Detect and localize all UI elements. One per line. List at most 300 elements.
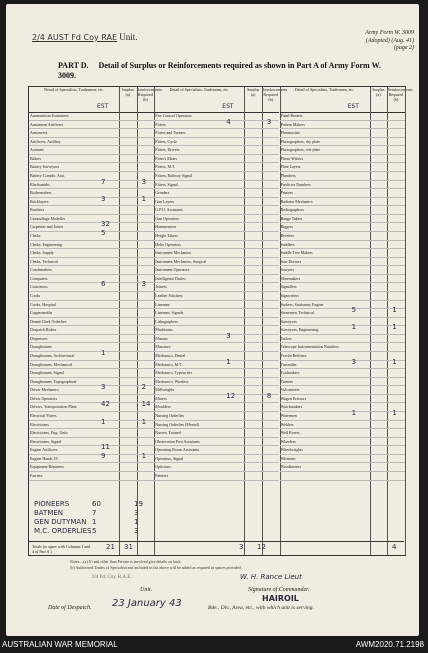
table-row — [29, 352, 154, 361]
extra-label: BATMEN — [34, 509, 64, 517]
table-row — [29, 155, 154, 164]
table-row — [280, 369, 405, 378]
established-value: 5 — [101, 228, 106, 237]
est-mark: EST — [97, 103, 109, 110]
table-row — [154, 318, 279, 327]
row-label: Fitters — [155, 121, 166, 127]
table-row — [280, 352, 405, 361]
established-value: 1 — [101, 348, 106, 357]
table-row — [29, 335, 154, 344]
table-row — [29, 455, 154, 464]
table-row — [280, 112, 405, 121]
table-row — [29, 318, 154, 327]
table-row — [280, 241, 405, 250]
established-value: 7 — [101, 177, 106, 186]
row-label: Clerks, Technical — [30, 258, 58, 264]
table-row — [280, 283, 405, 292]
row-label: Mechanics, Typewriter — [155, 370, 193, 376]
table-row — [29, 241, 154, 250]
row-label: Turners — [280, 378, 293, 384]
row-label: Surveyors, Engineering — [280, 327, 319, 333]
table-row — [154, 455, 279, 464]
totals-row — [28, 541, 404, 555]
row-label: Fitters, Signal — [155, 181, 178, 187]
row-label: Draughtsmen, Mechanical — [30, 361, 73, 367]
table-row — [154, 241, 279, 250]
row-label: Well Borers — [280, 430, 300, 436]
table-row — [280, 146, 405, 155]
row-label: Bakers — [30, 155, 42, 161]
established-value: 4 — [226, 117, 231, 126]
table-row — [280, 189, 405, 198]
table-row — [154, 421, 279, 430]
established-value: 6 — [101, 280, 106, 289]
totals-label: Totals (to agree with Columns 1 and 4 of Part A.) — [32, 544, 91, 554]
table-row — [154, 369, 279, 378]
table-row — [154, 112, 279, 121]
established-value: 42 — [101, 400, 110, 409]
notes: Notes—(a) If rank other than Private is involved give details on back. (b) Authorised Trades of Specialists not included in list above will be added as required in spaces provided. — [70, 559, 242, 570]
table-row — [280, 446, 405, 455]
form-title — [58, 61, 398, 81]
row-label: Tinsmiths — [280, 361, 297, 367]
date-label: Date of Despatch. — [48, 605, 92, 611]
row-label: Nursing Orderlies (Mental) — [155, 421, 200, 427]
reinforcement-value: 3 — [141, 177, 147, 186]
table-row — [154, 181, 279, 190]
table-row — [154, 386, 279, 395]
row-label: Electrical Fitters — [30, 412, 57, 418]
unit-value: 2/4 AUST Fd Coy RAE — [32, 33, 117, 42]
table-row — [29, 301, 154, 310]
unit-field — [32, 32, 138, 42]
table-row — [280, 163, 405, 172]
table-row — [154, 198, 279, 207]
table-row — [29, 181, 154, 190]
table-row — [29, 223, 154, 232]
row-label: Carpenter and Joiner — [30, 224, 64, 230]
row-label: Welders — [280, 421, 294, 427]
table-row — [154, 223, 279, 232]
row-label: Miners — [155, 395, 167, 401]
specialists-table — [28, 86, 413, 556]
header-surplus: Surplus (a) — [119, 87, 137, 113]
row-label: Boilermakers — [30, 190, 52, 196]
established-value: 1 — [351, 323, 357, 332]
table-row — [280, 429, 405, 438]
table-row — [154, 292, 279, 301]
established-value: 1 — [101, 417, 106, 426]
extra-reinf: 3 — [134, 509, 139, 517]
reinforcement-value: 3 — [141, 280, 147, 289]
row-label: Photographers, wet plate — [280, 147, 321, 153]
row-label: Mechanics, Dental — [155, 352, 186, 358]
row-label: Wheelwrights — [280, 447, 304, 453]
table-row — [154, 352, 279, 361]
table-row — [280, 318, 405, 327]
table-row — [154, 215, 279, 224]
unit-bottom-label: Unit. — [140, 587, 153, 593]
table-row — [29, 258, 154, 267]
table-row — [154, 412, 279, 421]
table-row — [280, 455, 405, 464]
reinforcement-value: 1 — [392, 357, 397, 366]
row-label: Machinists — [155, 327, 173, 333]
row-label: Stokers, Stationary Engine — [280, 301, 324, 307]
row-label: Pattern Makers — [280, 121, 305, 127]
table-row — [280, 343, 405, 352]
table-row — [154, 138, 279, 147]
row-label: Cooks — [30, 292, 41, 298]
row-label: Dispensers — [30, 335, 48, 341]
table-row — [154, 206, 279, 215]
row-label: Fitters, Drivers — [155, 147, 180, 153]
row-label: Engine Artificers — [30, 447, 58, 453]
row-label: Instrument Mechanics — [155, 250, 191, 256]
table-row — [154, 189, 279, 198]
table-row — [154, 395, 279, 404]
table-row — [280, 155, 405, 164]
established-value: 5 — [351, 306, 357, 315]
row-label: G.P.O. Assistants — [155, 207, 183, 213]
table-row — [280, 129, 405, 138]
date-value: 23 January 43 — [112, 598, 182, 609]
row-label: Printers — [280, 190, 294, 196]
unit-stamp: 2/4 Fd. Coy. R.A.E. — [92, 575, 132, 580]
row-label: Electricians, Eng. Units — [30, 430, 68, 436]
row-label: Electricians — [30, 421, 49, 427]
row-label: Fire Control Operators — [155, 113, 192, 118]
table-row — [154, 155, 279, 164]
extra-est: 5 — [92, 527, 97, 535]
row-label: Equipment Repairers — [30, 464, 64, 470]
table-row — [154, 266, 279, 275]
total-c1-reinf: 31 — [124, 543, 133, 551]
table-row — [154, 146, 279, 155]
table-row — [29, 189, 154, 198]
row-label: Nurses, Trained — [155, 430, 181, 436]
table-row — [154, 472, 279, 481]
table-row — [280, 138, 405, 147]
table-row — [29, 403, 154, 412]
table-row — [29, 412, 154, 421]
table-row — [29, 429, 154, 438]
row-label: Linemen, Signals — [155, 310, 184, 316]
header-reinf: Reinforcements Required (b) — [262, 87, 280, 113]
reinforcement-value: 1 — [392, 323, 397, 332]
table-row — [280, 223, 405, 232]
table-row — [154, 343, 279, 352]
table-row — [29, 266, 154, 275]
row-label: Observation Post Assistants — [155, 438, 200, 444]
row-label: Axemen — [30, 147, 44, 153]
table-row — [29, 129, 154, 138]
reinforcement-value: 8 — [266, 391, 272, 400]
row-label: Dental Clerk Orderlies — [30, 318, 67, 324]
row-label: Gun Operators — [155, 215, 179, 221]
table-row — [29, 309, 154, 318]
table-row — [29, 386, 154, 395]
total-c1-surplus: 21 — [106, 543, 115, 551]
row-label: Draughtsmen — [30, 344, 52, 350]
row-label: Draughtsmen, Topographical — [30, 378, 77, 384]
row-label: Hammermen — [155, 224, 177, 230]
table-row — [29, 275, 154, 284]
est-mark: EST — [222, 103, 234, 110]
hq-label: Bde., Div., Area, etc., with which unit is serving. — [208, 605, 314, 611]
archive-id: AWM2020.71.2198 — [355, 640, 424, 649]
row-label: Plate Layers — [280, 164, 301, 170]
table-row — [154, 172, 279, 181]
established-value: 3 — [351, 357, 357, 366]
row-label: Textile Refitters — [280, 352, 307, 358]
table-row — [29, 369, 154, 378]
row-label: Pharmacists — [280, 130, 300, 136]
table-row — [280, 395, 405, 404]
table-row — [280, 361, 405, 370]
table-row — [154, 361, 279, 370]
total-c2-surplus: 3 — [239, 543, 244, 551]
row-label: Draughtsmen, Signal — [30, 370, 64, 376]
established-value: 32 — [101, 220, 110, 229]
signature-label: Signature of Commander. — [248, 587, 310, 593]
table-row — [154, 403, 279, 412]
row-label: Photo-Writers — [280, 155, 304, 161]
extra-label: GEN DUTYMAN — [34, 518, 87, 526]
row-label: Blacksmiths — [30, 181, 50, 187]
table-row — [29, 421, 154, 430]
table-row — [154, 258, 279, 267]
row-label: Sawyers — [280, 267, 295, 273]
table-row — [280, 275, 405, 284]
row-label: Operating Room Assistants — [155, 447, 200, 453]
row-label: Electricians, Signal — [30, 438, 62, 444]
row-label: Driver Operators — [30, 395, 58, 401]
table-row — [280, 438, 405, 447]
extra-reinf: 1 — [134, 518, 139, 526]
row-label: Grinders — [155, 190, 170, 196]
row-label: Toolmakers — [280, 370, 300, 376]
table-row — [29, 215, 154, 224]
reinforcement-value: 1 — [141, 451, 147, 460]
reinforcement-value: 1 — [392, 408, 397, 417]
table-row — [280, 403, 405, 412]
table-row — [154, 438, 279, 447]
row-label: Fitters and Turners — [155, 130, 186, 136]
row-label: Fitters, Cycle — [155, 138, 177, 144]
row-label: Instrument Mechanics, Surgical — [155, 258, 207, 264]
row-label: Masseurs — [155, 344, 171, 350]
row-label: Engine Hands I/C — [30, 455, 59, 461]
row-label: Operators, Signal — [155, 455, 184, 461]
row-label: Plumbers — [280, 172, 296, 178]
table-row — [280, 421, 405, 430]
extra-est: 1 — [92, 518, 97, 526]
table-row — [280, 172, 405, 181]
established-value: 11 — [101, 443, 110, 452]
row-label: Ammunition Examiners — [30, 113, 69, 118]
header-surplus: Surplus (a) — [244, 87, 262, 113]
row-label: Mechanics, Wireless — [155, 378, 189, 384]
row-label: Watermen — [280, 412, 297, 418]
reinforcement-value: 1 — [141, 194, 147, 203]
row-label: Intelligence Duties — [155, 275, 186, 281]
row-label: Battery Comdts. Asst. — [30, 172, 66, 178]
table-row — [154, 249, 279, 258]
row-label: Fitters, M.T. — [155, 164, 176, 170]
table-row — [280, 412, 405, 421]
table-row — [29, 198, 154, 207]
table-row — [280, 292, 405, 301]
established-value: 12 — [226, 391, 236, 400]
row-label: Leather Stitchers — [155, 292, 183, 298]
row-label: Computers — [30, 275, 48, 281]
row-label: Concretors — [30, 284, 48, 290]
reinforcement-value: 2 — [141, 383, 147, 392]
row-label: Radiator Mechanics — [280, 198, 313, 204]
extra-reinf: 3 — [134, 527, 139, 535]
header-detail: Detail of Specialists, Tradesmen, etc. — [154, 87, 244, 113]
row-label: Artificers, Artillery — [30, 138, 61, 144]
row-label: Saw Doctors — [280, 258, 302, 264]
row-label: Shoemakers — [280, 275, 301, 281]
reinforcement-value: 14 — [141, 400, 151, 409]
form-number: Army Form W. 3009 (Adopted) (Aug. 41) (page 2) — [365, 30, 414, 51]
archive-caption: AUSTRALIAN WAR MEMORIAL — [2, 640, 118, 649]
row-label: Camouflage Modeller — [30, 215, 66, 221]
row-label: Signallers — [280, 284, 297, 290]
row-label: Riggers — [280, 224, 294, 230]
table-row — [29, 361, 154, 370]
row-label: Draughtsmen, Architectural — [30, 352, 75, 358]
extra-est: 7 — [92, 509, 97, 517]
row-label: Photographers, dry plate — [280, 138, 320, 144]
hq-value: HAIROIL — [262, 594, 299, 603]
row-label: Stonemen, Technical — [280, 310, 315, 316]
header-surplus: Surplus (a) — [370, 87, 388, 113]
row-label: Clerks, Supply — [30, 250, 54, 256]
row-label: Driver Mechanics — [30, 387, 59, 393]
row-label: Saddlers — [280, 241, 295, 247]
row-label: Gun Layers — [155, 198, 175, 204]
row-label: Signwriters — [280, 292, 300, 298]
extra-reinf: 19 — [134, 500, 143, 508]
row-label: Lithographers — [155, 318, 178, 324]
row-label: Battery Surveyors — [30, 164, 59, 170]
table-row — [154, 121, 279, 130]
table-row — [29, 292, 154, 301]
table-row — [29, 395, 154, 404]
row-label: Fitters, Railway Signal — [155, 172, 193, 178]
table-row — [154, 232, 279, 241]
table-row — [280, 198, 405, 207]
row-label: Wiremen — [280, 455, 296, 461]
row-label: Radiographers — [280, 207, 304, 213]
row-label: Mechanics, M.T. — [155, 361, 183, 367]
total-c3-reinf: 4 — [392, 543, 397, 551]
table-row — [29, 446, 154, 455]
reinforcement-value: 1 — [141, 417, 147, 426]
table-row — [280, 249, 405, 258]
row-label: Surveyors — [280, 318, 297, 324]
header-reinf: Reinforcements Required (b) — [137, 87, 155, 113]
row-label: Helio Operators — [155, 241, 181, 247]
table-row — [280, 181, 405, 190]
table-row — [280, 378, 405, 387]
row-label: Coachmakers — [30, 267, 52, 273]
table-row — [154, 309, 279, 318]
table-row — [154, 378, 279, 387]
header-reinf: Reinforcements Required (b) — [387, 87, 405, 113]
table-row — [29, 112, 154, 121]
established-value: 9 — [101, 451, 106, 460]
row-label: Nursing Orderlies — [155, 412, 185, 418]
table-row — [154, 163, 279, 172]
extra-est: 60 — [92, 500, 101, 508]
established-value: 1 — [226, 357, 231, 366]
row-label: Millwrights — [155, 387, 175, 393]
table-row — [280, 472, 405, 481]
row-label: Bricklayers — [30, 198, 49, 204]
column-divider — [405, 87, 406, 555]
table-row — [154, 463, 279, 472]
header-detail: Detail of Specialists, Tradesmen, etc. — [280, 87, 370, 113]
row-label: Woodturners — [280, 464, 302, 470]
row-label: Cooks, Hospital — [30, 301, 56, 307]
table-row — [29, 283, 154, 292]
table-row — [29, 472, 154, 481]
row-label: Despatch Riders — [30, 327, 57, 333]
est-mark: EST — [347, 103, 359, 110]
row-label: Armament Artificers — [30, 121, 64, 127]
row-label: Fitter's Mates — [155, 155, 178, 161]
table-row — [154, 446, 279, 455]
table-row — [154, 129, 279, 138]
row-label: Opticians — [155, 464, 171, 470]
row-label: Masons — [155, 335, 168, 341]
row-label: Coppersmiths — [30, 310, 53, 316]
row-label: Butchers — [30, 207, 45, 213]
row-label: Joiners — [155, 284, 167, 290]
established-value: 1 — [351, 408, 357, 417]
table-row — [29, 206, 154, 215]
commander-signature: W. H. Rance Lieut — [240, 573, 302, 581]
row-label: Wheelers — [280, 438, 296, 444]
table-row — [154, 301, 279, 310]
row-label: Vulcanizers — [280, 387, 300, 393]
row-label: Drivers, Transportation Plant — [30, 404, 77, 410]
table-row — [154, 326, 279, 335]
row-label: Instrument Operators — [155, 267, 190, 273]
table-row — [29, 163, 154, 172]
table-row — [280, 206, 405, 215]
row-label: Linemen — [155, 301, 170, 307]
header-detail: Detail of Specialists, Tradesmen, etc. — [29, 87, 119, 113]
table-row — [29, 326, 154, 335]
established-value: 3 — [101, 194, 106, 203]
table-row — [280, 232, 405, 241]
table-row — [29, 232, 154, 241]
table-row — [280, 386, 405, 395]
table-row — [29, 463, 154, 472]
table-row — [29, 146, 154, 155]
established-value: 3 — [226, 331, 231, 340]
table-row — [280, 326, 405, 335]
row-label: Range Takers — [280, 215, 303, 221]
row-label: Clerks — [30, 232, 41, 238]
table-row — [29, 378, 154, 387]
row-label: Height Takers — [155, 232, 178, 238]
